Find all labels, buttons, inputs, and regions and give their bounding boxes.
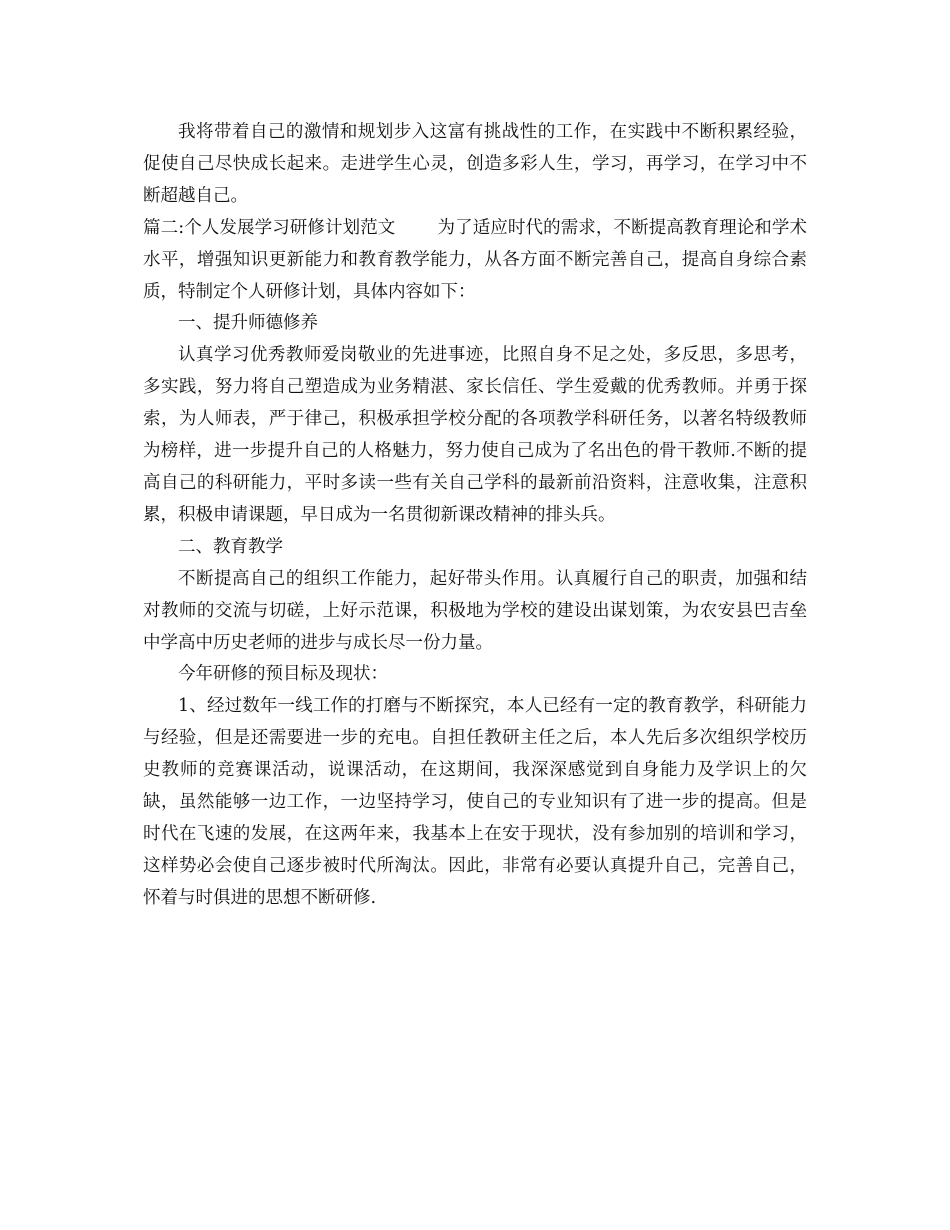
paragraph-intro: 我将带着自己的激情和规划步入这富有挑战性的工作，在实践中不断积累经验，促使自己尽快成长起来。走进学生心灵，创造多彩人生，学习，再学习，在学习中不断超越自己。 [143, 122, 807, 206]
section-heading-goals: 今年研修的预目标及现状： [178, 664, 388, 685]
document-body [143, 117, 807, 915]
section-heading-teaching: 二、教育教学 [178, 536, 283, 557]
paragraph-ethics: 认真学习优秀教师爱岗敬业的先进事迹，比照自身不足之处，多反思，多思考，多实践，努力将自己塑造成为业务精湛、家长信任、学生爱戴的优秀教师。并勇于探索，为人师表，严于律己，积极承担学校分配的各项教学科研任务，以著名特级教师为榜样，进一步提升自己的人格魅力，努力使自己成为了名出色的骨干教师.不断的提高自己的科研能力，平时多读一些有关自己学科的最新前沿资料，注意收集，注意积累，积极申请课题，早日成为一名贯彻新课改精神的排头兵。 [143, 345, 807, 525]
article-title: 篇二:个人发展学习研修计划范文 [143, 217, 396, 238]
article-intro: 为了适应时代的需求，不断提高教育理论和学术水平，增强知识更新能力和教育教学能力，从各方面不断完善自己，提高自身综合素质，特制定个人研修计划，具体内容如下： [143, 217, 808, 302]
paragraph-article-two [143, 213, 807, 309]
section-heading-ethics: 一、提升师德修养 [178, 313, 318, 334]
paragraph-goals: 1、经过数年一线工作的打磨与不断探究，本人已经有一定的教育教学，科研能力与经验，但是还需要进一步的充电。自担任教研主任之后，本人先后多次组织学校历史教师的竞赛课活动，说课活动，在这期间，我深深感觉到自身能力及学识上的欠缺，虽然能够一边工作，一边坚持学习，使自己的专业知识有了进一步的提高。但是时代在飞速的发展，在这两年来，我基本上在安于现状，没有参加别的培训和学习，这样势必会使自己逐步被时代所淘汰。因此，非常有必要认真提升自己，完善自己，怀着与时俱进的思想不断研修. [143, 696, 807, 908]
paragraph-teaching: 不断提高自己的组织工作能力，起好带头作用。认真履行自己的职责，加强和结对教师的交流与切磋，上好示范课，积极地为学校的建设出谋划策，为农安县巴吉垒中学高中历史老师的进步与成长尽一份力量。 [143, 568, 807, 653]
